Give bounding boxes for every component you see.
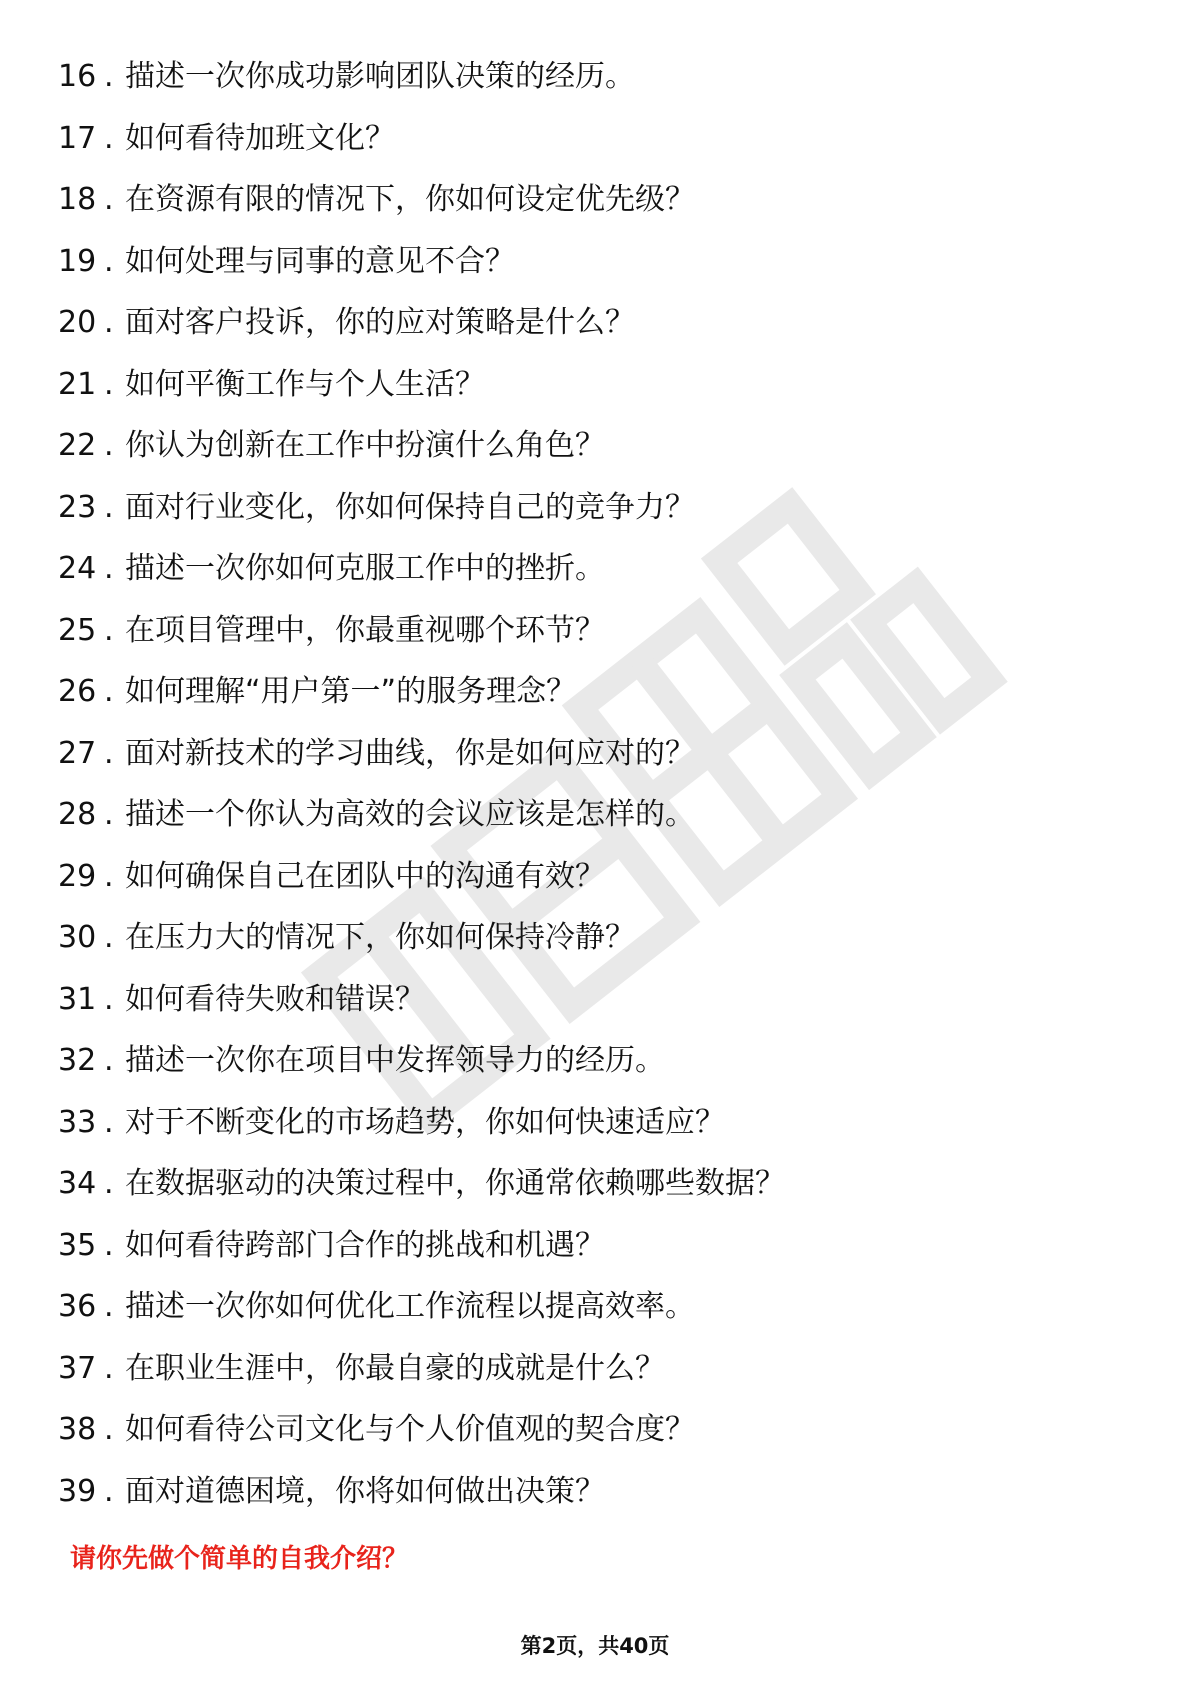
question-number: 39 bbox=[58, 1473, 97, 1509]
list-item bbox=[0, 661, 1190, 723]
question-number-dot: . bbox=[104, 182, 114, 217]
question-number-dot: . bbox=[104, 428, 114, 463]
question-text: 在数据驱动的决策过程中，你通常依赖哪些数据？ bbox=[125, 1166, 785, 1201]
question-number-dot: . bbox=[104, 366, 114, 402]
question-text: 如何看待加班文化？ bbox=[125, 120, 395, 156]
list-item bbox=[0, 600, 1190, 662]
question-number: 33 bbox=[58, 1104, 97, 1140]
list-item bbox=[0, 1276, 1190, 1338]
question-text: 在职业生涯中，你最自豪的成就是什么？ bbox=[125, 1350, 665, 1386]
question-number-dot: . bbox=[104, 1227, 114, 1263]
question-text: 描述一个你认为高效的会议应该是怎样的。 bbox=[125, 797, 695, 832]
question-number-dot: . bbox=[104, 1166, 114, 1201]
question-number: 19 bbox=[58, 243, 97, 279]
question-number-dot: . bbox=[104, 305, 114, 340]
question-number: 27 bbox=[58, 735, 97, 771]
question-text: 如何看待跨部门合作的挑战和机遇？ bbox=[125, 1227, 605, 1263]
question-number: 17 bbox=[58, 120, 97, 156]
question-number-dot: . bbox=[104, 489, 114, 525]
question-number-dot: . bbox=[104, 1412, 114, 1447]
list-item bbox=[0, 1092, 1190, 1154]
list-item bbox=[0, 169, 1190, 231]
question-text: 如何看待公司文化与个人价值观的契合度？ bbox=[125, 1412, 695, 1447]
question-number: 26 bbox=[58, 674, 97, 709]
question-number: 23 bbox=[58, 489, 97, 525]
list-item bbox=[0, 231, 1190, 293]
list-item bbox=[0, 1399, 1190, 1461]
question-text: 描述一次你成功影响团队决策的经历。 bbox=[125, 59, 635, 94]
question-number: 16 bbox=[58, 59, 97, 94]
question-number: 29 bbox=[58, 858, 97, 894]
question-text: 你认为创新在工作中扮演什么角色？ bbox=[125, 428, 605, 463]
question-number-dot: . bbox=[104, 1104, 114, 1140]
list-item bbox=[0, 292, 1190, 354]
question-text: 在压力大的情况下，你如何保持冷静？ bbox=[125, 920, 635, 955]
question-number: 32 bbox=[58, 1043, 97, 1078]
list-item bbox=[0, 1153, 1190, 1215]
question-number: 18 bbox=[58, 182, 97, 217]
question-text: 如何确保自己在团队中的沟通有效？ bbox=[125, 858, 605, 894]
question-text: 描述一次你如何克服工作中的挫折。 bbox=[125, 551, 605, 586]
list-item bbox=[0, 784, 1190, 846]
question-number: 31 bbox=[58, 981, 97, 1017]
list-item bbox=[0, 969, 1190, 1031]
question-number-dot: . bbox=[104, 674, 114, 709]
question-number: 22 bbox=[58, 428, 97, 463]
question-text: 在项目管理中，你最重视哪个环节？ bbox=[125, 612, 605, 648]
question-text: 面对客户投诉，你的应对策略是什么？ bbox=[125, 305, 635, 340]
question-text: 如何看待失败和错误？ bbox=[125, 981, 425, 1017]
question-number-dot: . bbox=[104, 1350, 114, 1386]
list-item bbox=[0, 108, 1190, 170]
intro-question: 请你先做个简单的自我介绍？ bbox=[70, 1544, 409, 1574]
list-item bbox=[0, 415, 1190, 477]
list-item bbox=[0, 354, 1190, 416]
question-number-dot: . bbox=[104, 981, 114, 1017]
question-text: 如何平衡工作与个人生活？ bbox=[125, 366, 485, 402]
question-number-dot: . bbox=[104, 120, 114, 156]
question-number: 30 bbox=[58, 920, 97, 955]
question-text: 如何处理与同事的意见不合？ bbox=[125, 243, 515, 279]
question-number-dot: . bbox=[104, 612, 114, 648]
question-text: 面对行业变化，你如何保持自己的竞争力？ bbox=[125, 489, 695, 525]
list-item bbox=[0, 907, 1190, 969]
list-item bbox=[0, 1461, 1190, 1523]
question-number: 21 bbox=[58, 366, 97, 402]
question-number: 28 bbox=[58, 797, 97, 832]
list-item bbox=[0, 846, 1190, 908]
question-number-dot: . bbox=[104, 1289, 114, 1324]
question-number: 36 bbox=[58, 1289, 97, 1324]
question-text: 描述一次你如何优化工作流程以提高效率。 bbox=[125, 1289, 695, 1324]
question-text: 面对新技术的学习曲线，你是如何应对的？ bbox=[125, 735, 695, 771]
question-text: 描述一次你在项目中发挥领导力的经历。 bbox=[125, 1043, 665, 1078]
question-number-dot: . bbox=[104, 920, 114, 955]
list-item bbox=[0, 1338, 1190, 1400]
list-item bbox=[0, 46, 1190, 108]
list-item bbox=[0, 538, 1190, 600]
question-number: 35 bbox=[58, 1227, 97, 1263]
question-number: 24 bbox=[58, 551, 97, 586]
question-text: 面对道德困境，你将如何做出决策？ bbox=[125, 1473, 605, 1509]
question-number: 38 bbox=[58, 1412, 97, 1447]
question-number: 37 bbox=[58, 1350, 97, 1386]
question-number: 34 bbox=[58, 1166, 97, 1201]
question-number-dot: . bbox=[104, 1473, 114, 1509]
question-number-dot: . bbox=[104, 59, 114, 94]
question-number-dot: . bbox=[104, 797, 114, 832]
list-item bbox=[0, 1030, 1190, 1092]
question-text: 对于不断变化的市场趋势，你如何快速适应？ bbox=[125, 1104, 725, 1140]
question-number-dot: . bbox=[104, 735, 114, 771]
list-item bbox=[0, 1215, 1190, 1277]
list-item bbox=[0, 723, 1190, 785]
question-number-dot: . bbox=[104, 243, 114, 279]
question-number: 25 bbox=[58, 612, 97, 648]
question-number-dot: . bbox=[104, 551, 114, 586]
question-list bbox=[0, 46, 1190, 1522]
question-text: 如何理解“用户第一”的服务理念？ bbox=[125, 674, 577, 709]
question-number-dot: . bbox=[104, 1043, 114, 1078]
question-number: 20 bbox=[58, 305, 97, 340]
page-number-footer: 第2页，共40页 bbox=[520, 1634, 670, 1658]
question-number-dot: . bbox=[104, 858, 114, 894]
list-item bbox=[0, 477, 1190, 539]
question-text: 在资源有限的情况下，你如何设定优先级？ bbox=[125, 182, 695, 217]
